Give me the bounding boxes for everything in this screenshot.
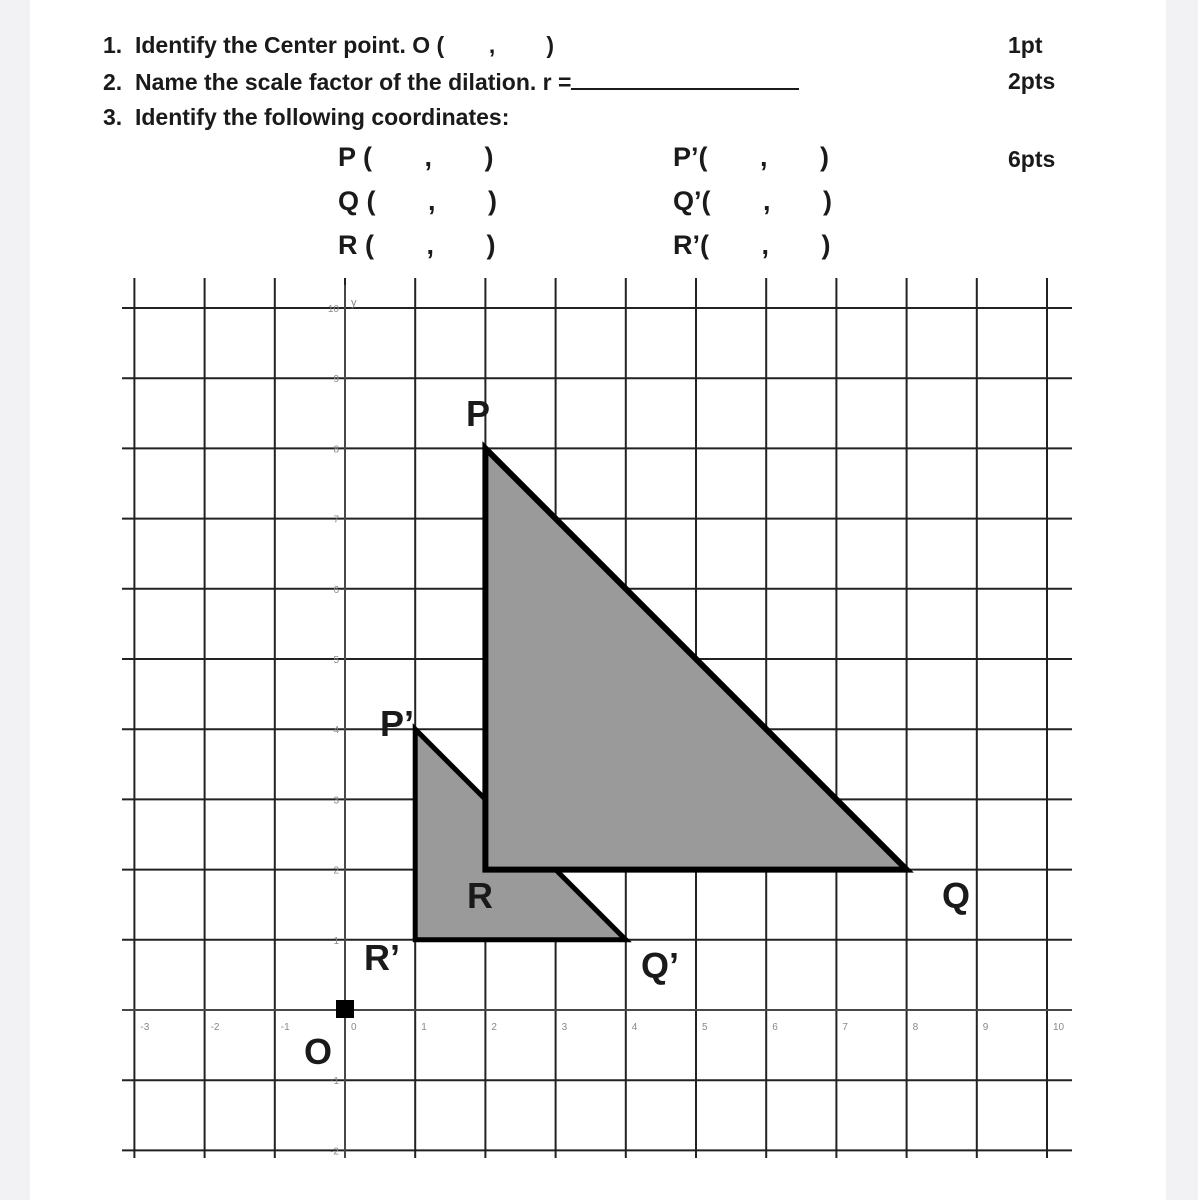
y-axis-label: y <box>351 297 357 309</box>
x-tick-label: 5 <box>702 1022 708 1033</box>
y-tick-label: 10 <box>327 304 339 315</box>
label-Q-prime: Q’ <box>641 945 680 986</box>
label-P: P <box>466 393 491 434</box>
points-q2: 2pts <box>1008 68 1056 94</box>
center-point-marker <box>336 1000 354 1018</box>
label-Q: Q <box>942 875 971 916</box>
x-tick-label: 4 <box>631 1022 638 1033</box>
x-tick-label: 10 <box>1053 1022 1065 1033</box>
label-O: O <box>304 1031 333 1072</box>
x-tick-label: 9 <box>982 1022 989 1033</box>
question-3: 3. Identify the following coordinates: <box>103 104 510 130</box>
x-tick-label: 0 <box>351 1022 357 1033</box>
x-tick-label: 1 <box>421 1022 427 1033</box>
y-tick-label: -2 <box>330 1146 339 1158</box>
x-tick-label: 3 <box>561 1022 568 1033</box>
coord-row-P-prime: P’( , ) <box>673 142 830 172</box>
coord-row-Q-prime: Q’( , ) <box>673 186 833 216</box>
x-tick-label: -2 <box>210 1022 220 1033</box>
y-tick-label: 6 <box>333 584 339 596</box>
y-tick-label: 2 <box>333 865 339 877</box>
x-tick-label: 6 <box>772 1022 778 1033</box>
y-tick-label: 7 <box>333 514 339 526</box>
points-q1: 1pt <box>1008 32 1043 58</box>
coord-row-R-prime: R’( , ) <box>673 230 831 260</box>
y-tick-label: 1 <box>333 935 339 947</box>
points-q3: 6pts <box>1008 146 1056 172</box>
y-tick-label: -1 <box>330 1076 339 1088</box>
question-1: 1. Identify the Center point. O ( , ) <box>103 32 555 58</box>
y-tick-label: 9 <box>333 374 339 386</box>
coord-row-P: P ( , ) <box>338 142 494 172</box>
coord-row-R: R ( , ) <box>338 230 496 260</box>
label-R: R <box>467 875 493 916</box>
x-tick-label: 7 <box>842 1022 848 1033</box>
x-tick-label: 8 <box>912 1022 919 1033</box>
label-R-prime: R’ <box>364 937 400 978</box>
x-tick-label: -1 <box>280 1022 290 1033</box>
label-P-prime: P’ <box>380 703 415 744</box>
y-tick-label: 8 <box>333 444 339 456</box>
coord-row-Q: Q ( , ) <box>338 186 498 216</box>
x-tick-label: -3 <box>140 1022 150 1033</box>
y-tick-label: 5 <box>333 655 339 666</box>
x-tick-label: 2 <box>491 1022 497 1033</box>
y-tick-label: 3 <box>333 795 339 807</box>
y-tick-label: 4 <box>333 725 339 737</box>
question-2-text: 2. Name the scale factor of the dilation. r = <box>103 69 572 95</box>
